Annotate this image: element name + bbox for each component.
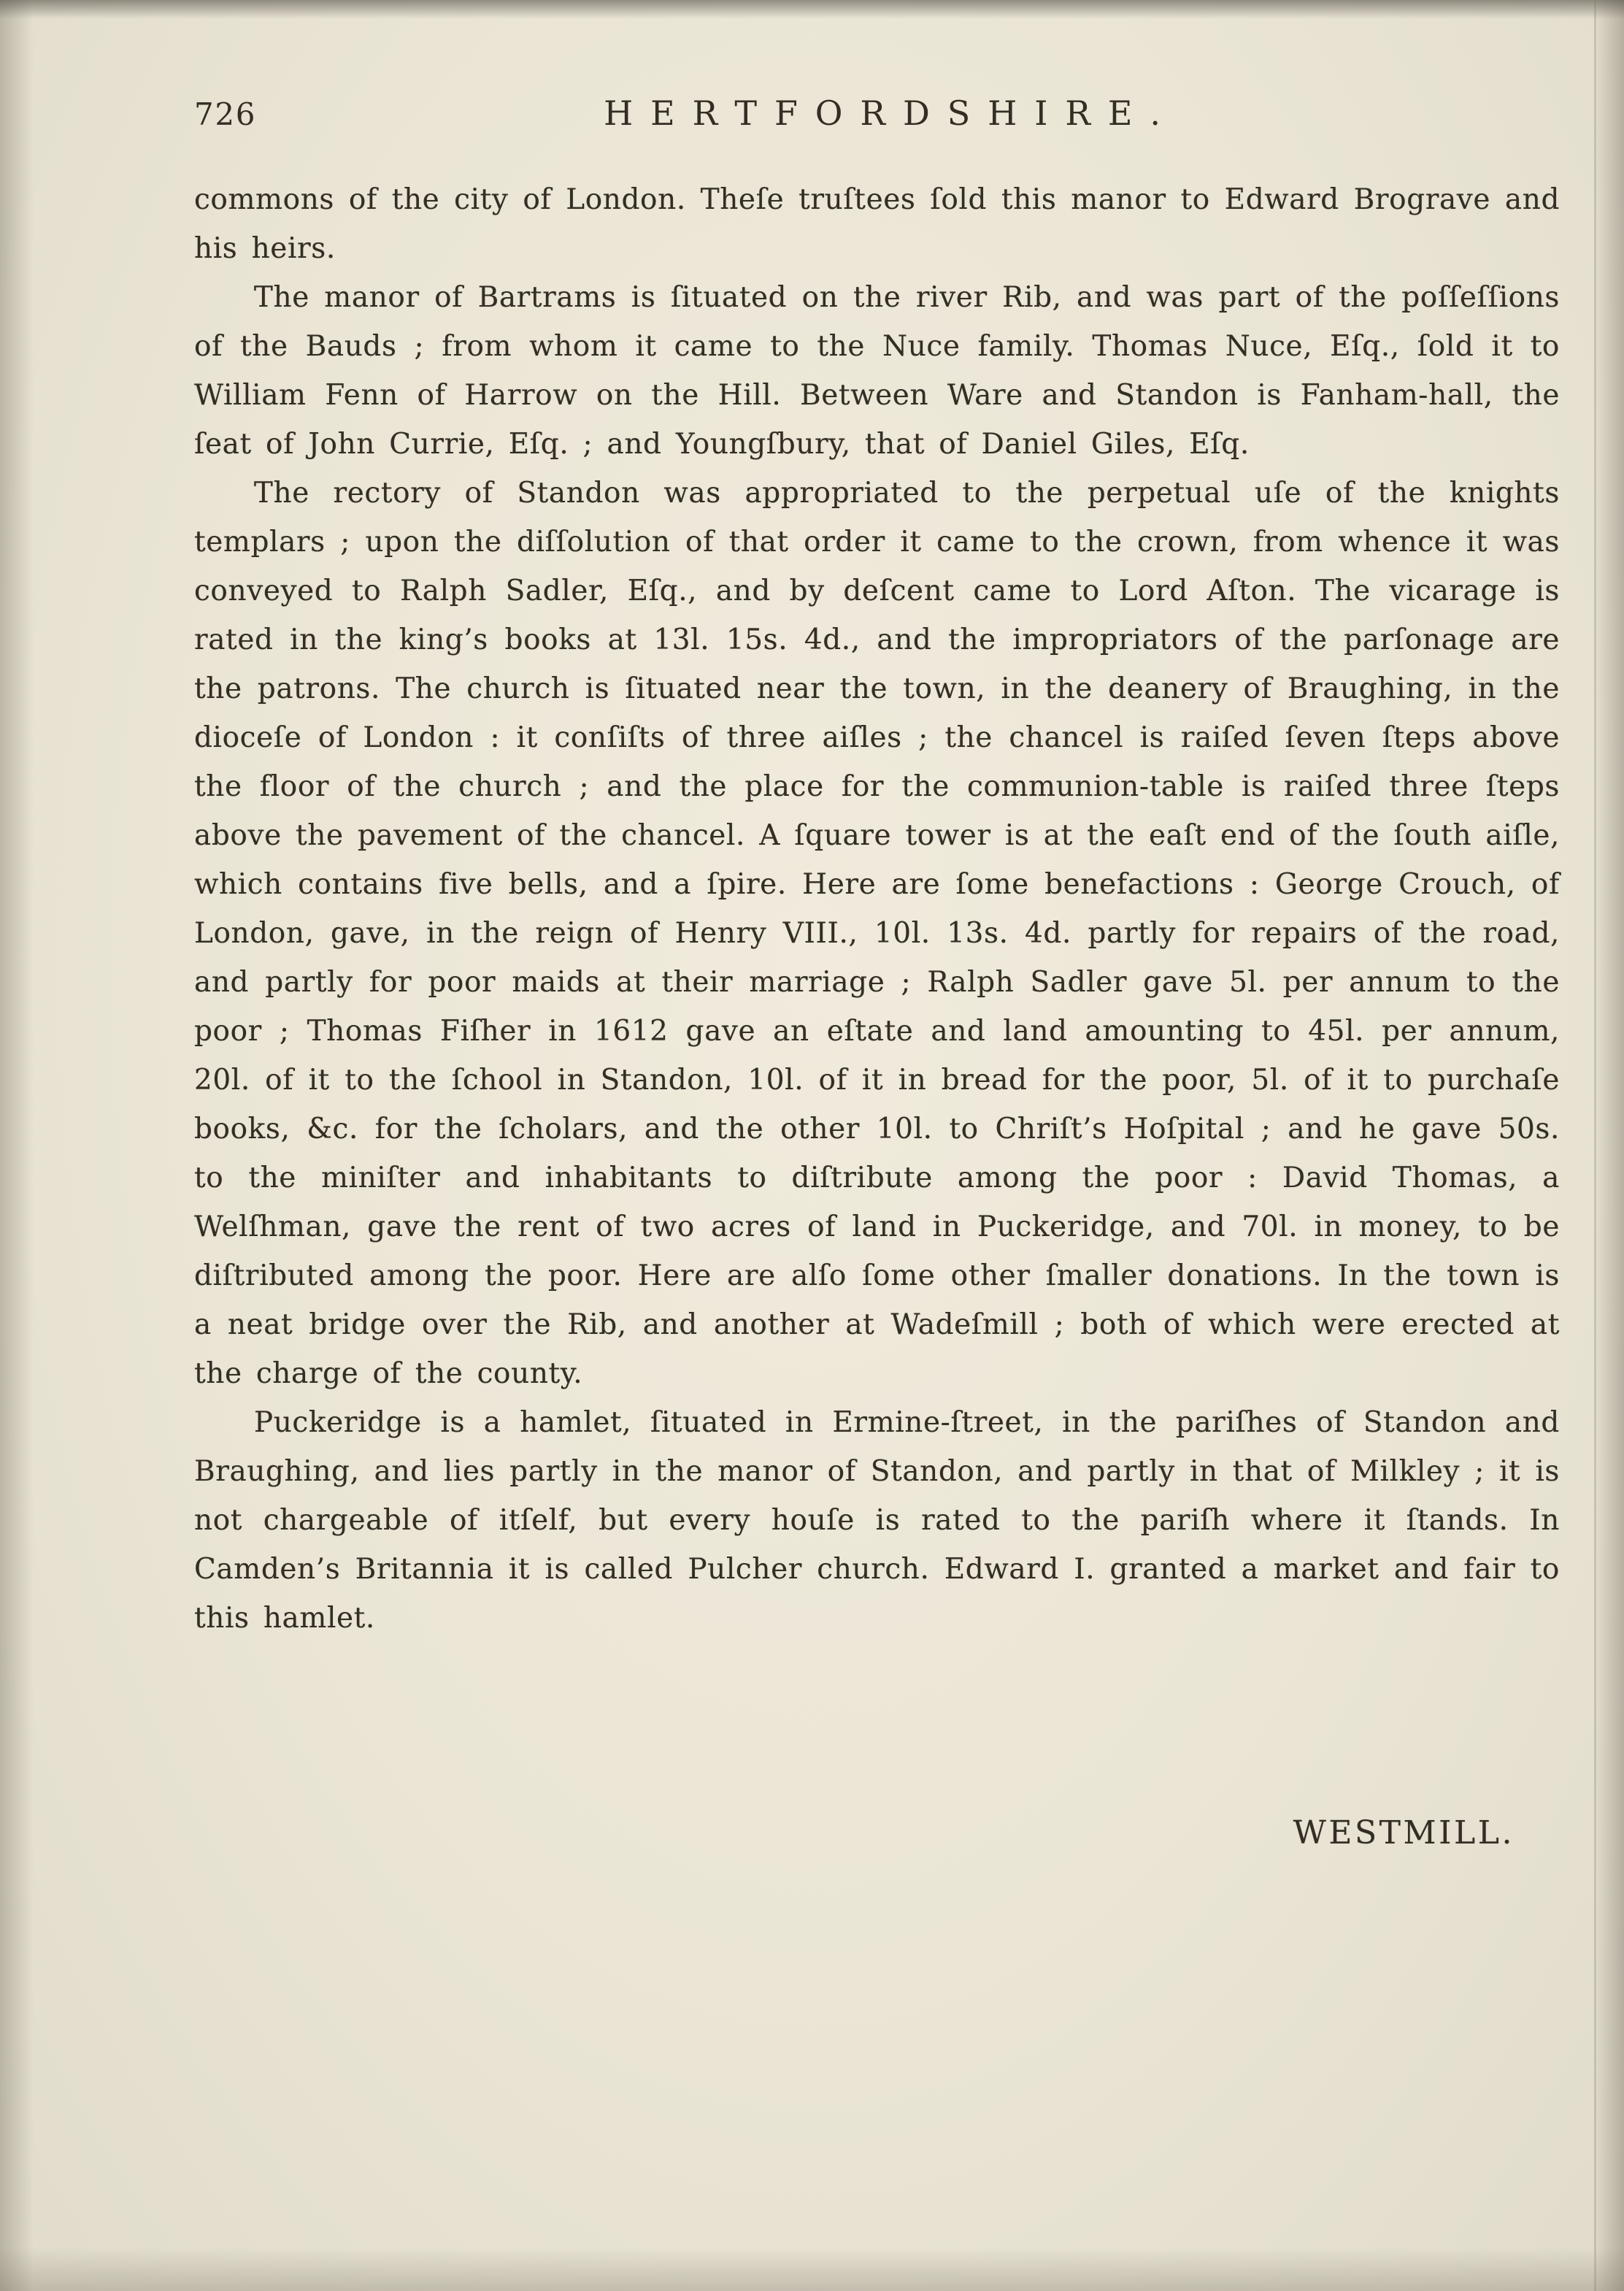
page-number: 726 [194,96,257,132]
page-header [0,0,1624,133]
paragraph-rectory-of-standon: The rectory of Standon was appropriated to the perpetual uſe of the knights templars ; upon the diſſolution of that order it came to the crown, from whence it was conveyed to Ralph Sadler, Eſq., and by deſcent came to Lord Aſton. The vicarage is rated in the king’s books at 13l. 15s. 4d., and the impropriators of the parſonage are the patrons. The church is ſituated near the town, in the deanery of Braughing, in the dioceſe of London : it conſiſts of three aiſles ; the chancel is raiſed ſeven ſteps above the floor of the church ; and the place for the communion-table is raiſed three ſteps above the pavement of the chancel. A ſquare tower is at the eaſt end of the ſouth aiſle, which contains five bells, and a ſpire. Here are ſome benefactions : George Crouch, of London, gave, in the reign of Henry VIII., 10l. 13s. 4d. partly for repairs of the road, and partly for poor maids at their marriage ; Ralph Sadler gave 5l. per annum to the poor ; Thomas Fiſher in 1612 gave an eſtate and land amounting to 45l. per annum, 20l. of it to the ſchool in Standon, 10l. of it in bread for the poor, 5l. of it to purchaſe books, &c. for the ſcholars, and the other 10l. to Chriſt’s Hoſpital ; and he gave 50s. to the miniſter and inhabitants to diſtribute among the poor : David Thomas, a Welſhman, gave the rent of two acres of land in Puckeridge, and 70l. in money, to be diſtributed among the poor. Here are alſo ſome other ſmaller donations. In the town is a neat bridge over the Rib, and another at Wadeſmill ; both of which were erected at the charge of the county. [194,477,1560,1390]
paragraph-puckeridge: Puckeridge is a hamlet, ſituated in Ermine-ſtreet, in the pariſhes of Standon and Braughing, and lies partly in the manor of Standon, and partly in that of Milkley ; it is not chargeable of itſelf, but every houſe is rated to the pariſh where it ſtands. In Camden’s Britannia it is called Pulcher church. Edward I. granted a market and fair to this hamlet. [194,1406,1560,1635]
running-title: HERTFORDSHIRE. [604,93,1178,133]
paragraph-continuation: commons of the city of London. Theſe truſtees ſold this manor to Edward Brograve and his heirs. [194,183,1560,265]
paragraph-manor-of-bartrams: The manor of Bartrams is ſituated on the river Rib, and was part of the poſſeſſions of the Bauds ; from whom it came to the Nuce family. Thomas Nuce, Eſq., ſold it to William Fenn of Harrow on the Hill. Between Ware and Standon is Fanham-hall, the ſeat of John Currie, Eſq. ; and Youngſbury, that of Daniel Giles, Eſq. [194,281,1560,461]
catchword: WESTMILL. [1293,1814,1515,1851]
page-body [194,175,1560,1643]
